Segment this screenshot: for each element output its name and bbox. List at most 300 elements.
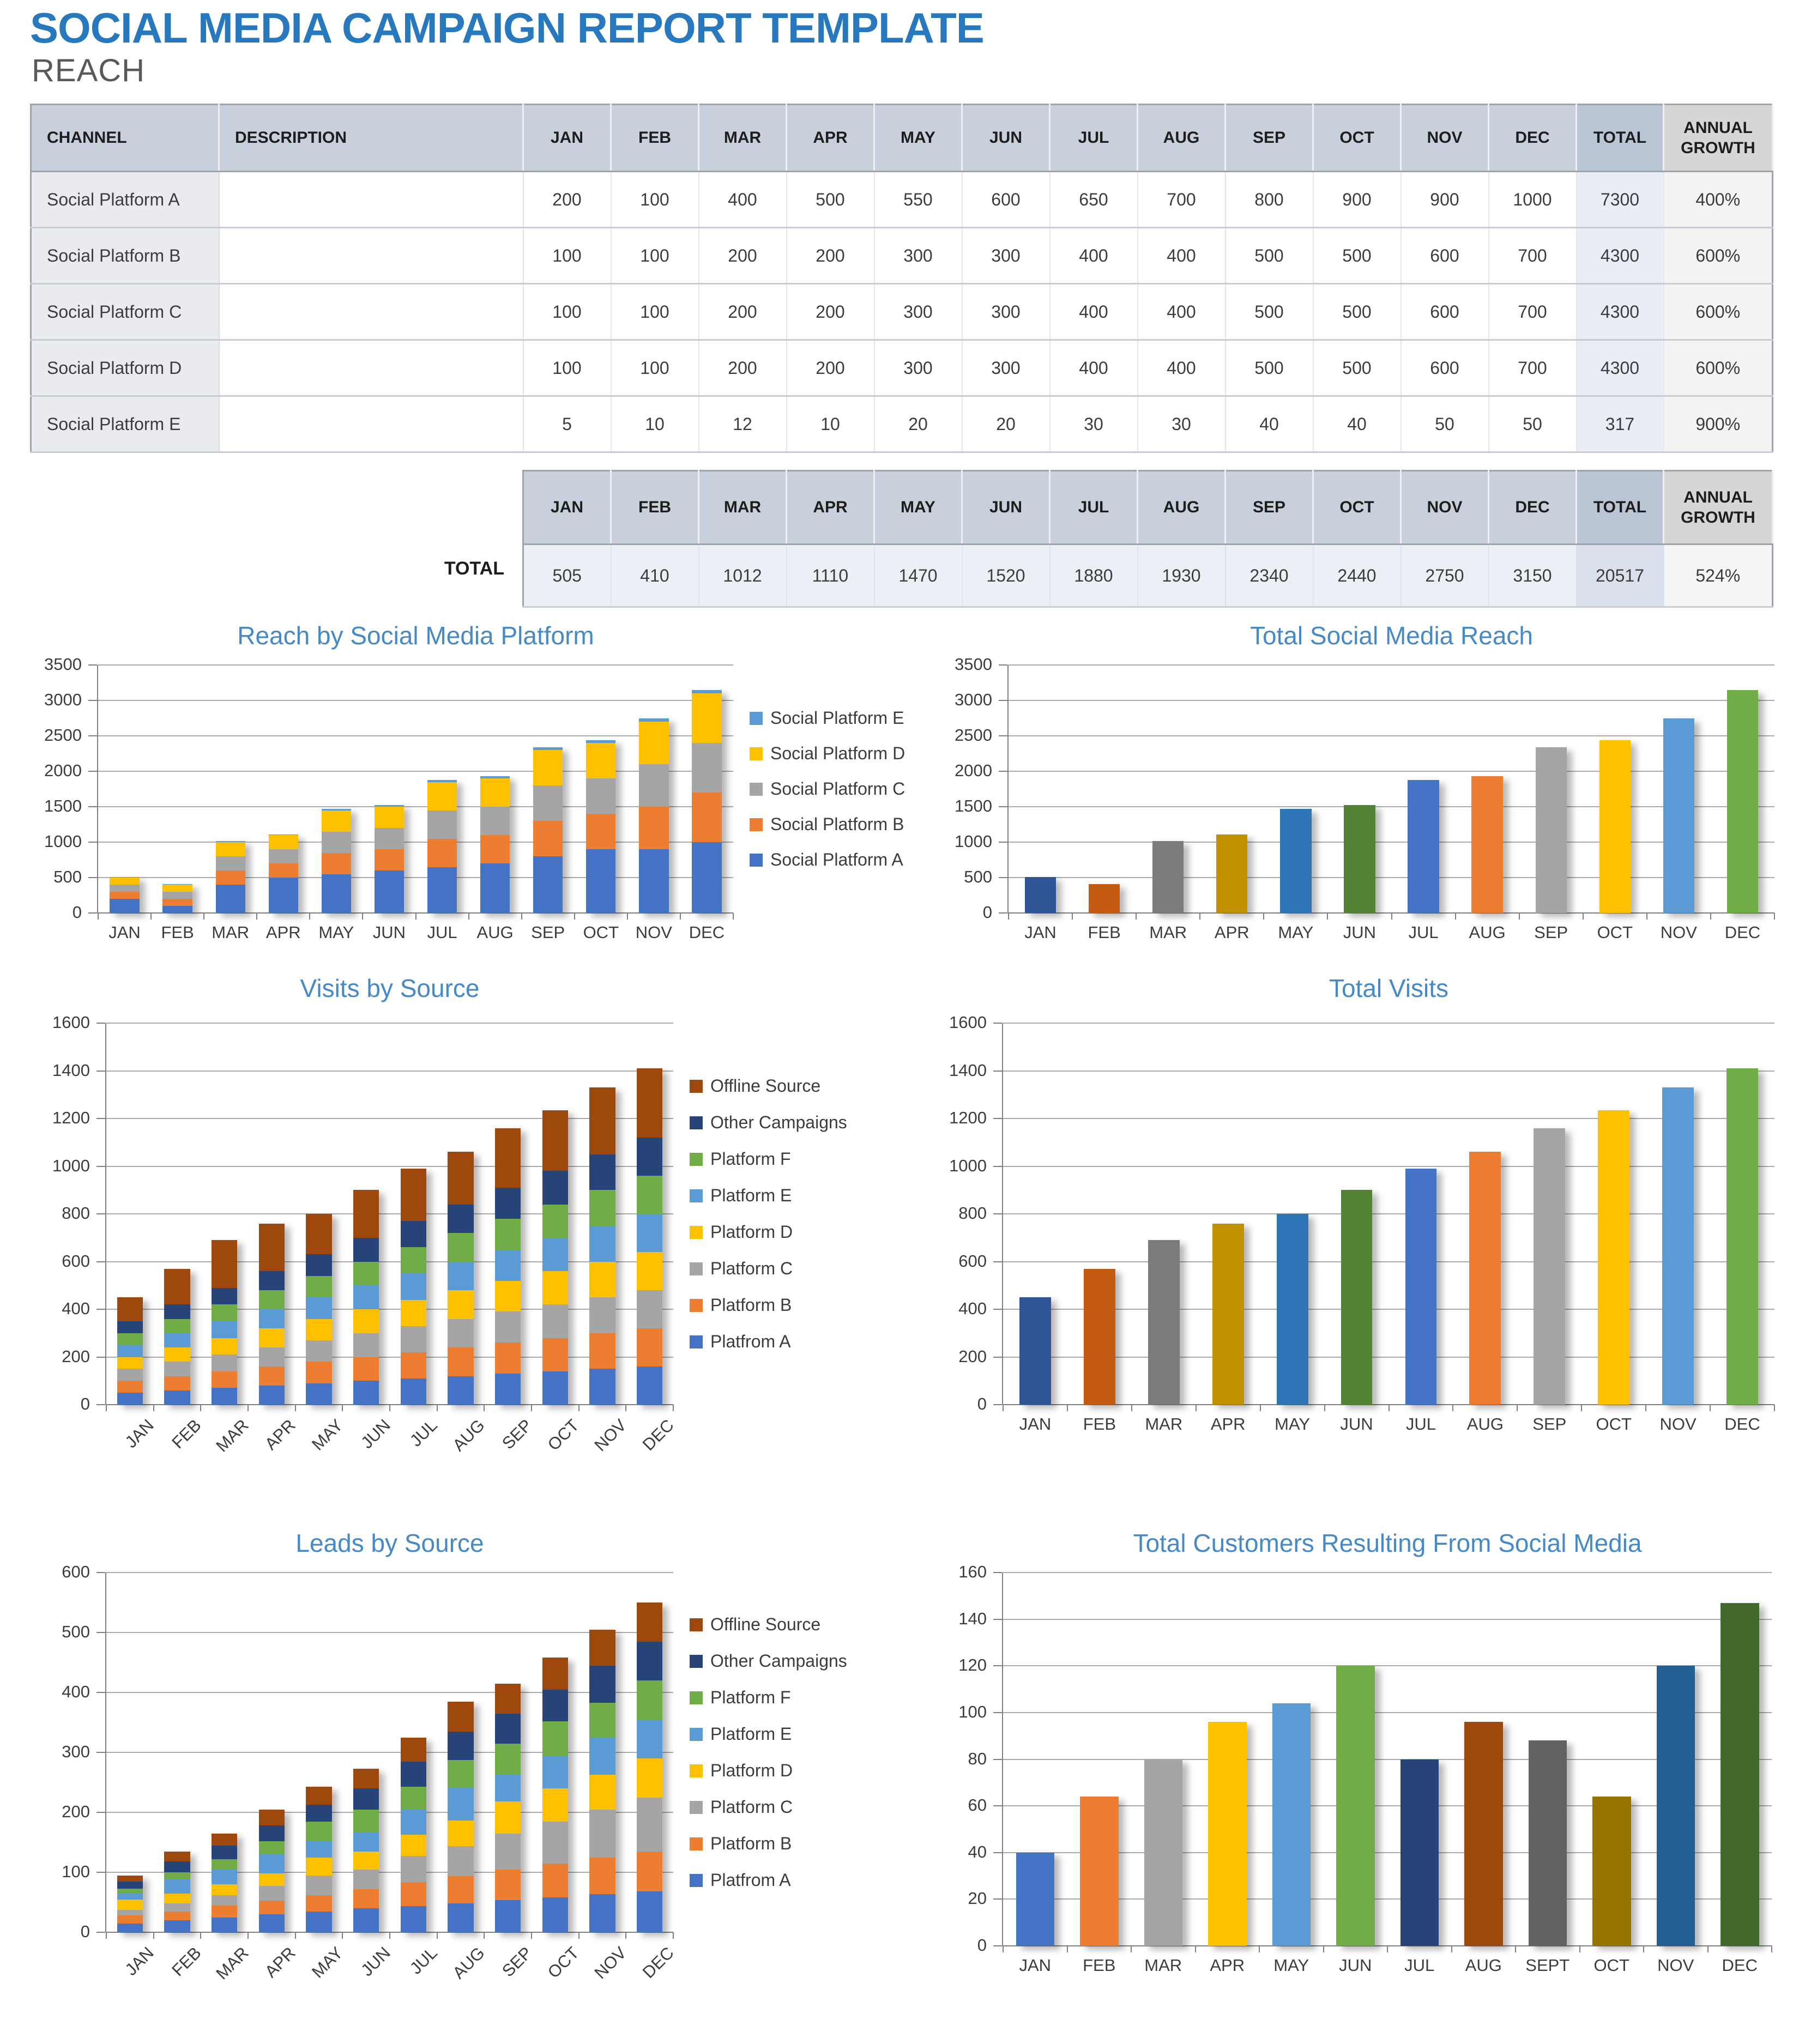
bar-segment (639, 807, 668, 849)
bar-segment (495, 1744, 521, 1775)
x-axis-label: JUN (357, 1943, 394, 1980)
y-tick (993, 1898, 1002, 1900)
x-tick (1774, 1405, 1775, 1411)
x-tick (1583, 913, 1584, 920)
x-axis-label: DEC (1724, 923, 1761, 942)
legend-item (690, 1149, 847, 1169)
bar-segment (448, 1876, 474, 1904)
legend-label: Social Platform B (770, 814, 904, 834)
x-tick (1579, 1946, 1580, 1952)
bar-segment (164, 1376, 190, 1390)
y-axis-label: 500 (964, 867, 992, 886)
bar-segment (164, 1852, 190, 1862)
bar-segment (589, 1666, 615, 1703)
bar (1469, 1152, 1501, 1405)
y-axis-label: 200 (958, 1346, 987, 1366)
column-header: APR (787, 105, 874, 172)
bar-segment (375, 870, 404, 913)
bar-segment (637, 1798, 663, 1852)
table-row: Social Platform C 100 100 200 200 300 300 400 400 500 500 600 700 4300 600% (31, 284, 1773, 340)
bar-segment (164, 1903, 190, 1911)
bar-segment (353, 1333, 379, 1357)
y-axis-label: 1000 (955, 832, 992, 851)
x-axis-label: MAR (1149, 923, 1187, 942)
y-tick (96, 1166, 105, 1167)
bar-segment (117, 1321, 143, 1333)
bar-segment (353, 1889, 379, 1908)
legend-label: Platform B (710, 1295, 792, 1315)
plot-area (44, 655, 733, 942)
x-tick (106, 1405, 107, 1411)
bar-segment (259, 1841, 285, 1854)
y-axis-label: 1400 (949, 1060, 987, 1080)
bar-segment (164, 1347, 190, 1362)
bar-segment (542, 1110, 569, 1171)
y-axis-label: 100 (62, 1862, 90, 1881)
x-tick (247, 1405, 249, 1411)
bar-segment (306, 1787, 332, 1805)
y-axis-label: 0 (80, 1394, 90, 1413)
bar-segment (586, 743, 615, 778)
bar-segment (259, 1386, 285, 1405)
bar-segment (637, 1680, 663, 1720)
bar (495, 1128, 521, 1405)
bar-segment (448, 1903, 474, 1932)
x-axis-label: JUL (1404, 1956, 1435, 1975)
bar (1025, 877, 1056, 913)
x-tick (1131, 1405, 1132, 1411)
bar (1016, 1853, 1055, 1946)
x-axis-label: APR (261, 1416, 300, 1454)
bar-segment (353, 1285, 379, 1309)
gridline (98, 806, 733, 807)
bar (1212, 1224, 1244, 1405)
x-axis-label: SEPT (1525, 1956, 1570, 1975)
bar-segment (269, 863, 298, 878)
bar (212, 1240, 238, 1405)
bar-segment (586, 849, 615, 913)
y-axis-label: 60 (968, 1795, 987, 1815)
legend-label: Platform B (710, 1834, 792, 1853)
bar-segment (639, 718, 668, 722)
x-axis-label: JUL (406, 1943, 442, 1978)
bar-segment (117, 1357, 143, 1369)
legend-swatch-icon (690, 1189, 703, 1202)
x-axis-label: OCT (583, 923, 619, 942)
x-tick (531, 1932, 532, 1939)
gridline (98, 771, 733, 772)
bar (269, 834, 298, 913)
bar-segment (637, 1366, 663, 1405)
y-axis-label: 400 (62, 1682, 90, 1701)
bar-segment (533, 747, 563, 750)
x-tick (1323, 1946, 1324, 1952)
gridline (1003, 1166, 1774, 1167)
column-header: MAR (699, 105, 787, 172)
column-header: ANNUAL GROWTH (1664, 105, 1773, 172)
table-row: Social Platform A 200 100 400 500 550 600 650 700 800 900 900 1000 7300 400% (31, 172, 1773, 228)
y-axis-label: 100 (958, 1702, 987, 1721)
x-tick (1517, 1405, 1518, 1411)
bar-segment (448, 1732, 474, 1761)
y-tick (96, 1872, 105, 1873)
bar (1019, 1297, 1051, 1405)
x-axis-label: NOV (1657, 1956, 1694, 1975)
bar-segment (401, 1300, 427, 1326)
bar-segment (306, 1822, 332, 1841)
bar-segment (542, 1304, 569, 1338)
gridline (106, 1023, 673, 1024)
bar (353, 1190, 379, 1405)
x-axis-label: NOV (590, 1943, 630, 1983)
x-tick (98, 913, 99, 920)
column-header: AUG (1138, 105, 1226, 172)
page-title: SOCIAL MEDIA CAMPAIGN REPORT TEMPLATE (30, 4, 984, 52)
legend-item (690, 1222, 847, 1242)
column-header: DESCRIPTION (219, 105, 523, 172)
legend-label: Platform E (710, 1186, 792, 1205)
bar-segment (639, 722, 668, 764)
legend-label: Social Platform A (770, 850, 903, 869)
reach-table-header (31, 105, 1773, 172)
bar-segment (448, 1290, 474, 1319)
x-tick (342, 1405, 343, 1411)
bar-segment (306, 1319, 332, 1340)
x-tick (1199, 913, 1200, 920)
legend-label: Offline Source (710, 1076, 821, 1096)
bar-segment (117, 1882, 143, 1889)
bar-segment (353, 1908, 379, 1932)
chart-visits-by-source (30, 966, 909, 1519)
x-axis-label: JUL (1408, 923, 1439, 942)
bar-segment (589, 1087, 615, 1154)
bar-segment (259, 1873, 285, 1886)
totals-table-body (523, 545, 1773, 607)
bar-segment (212, 1870, 238, 1885)
bar (1598, 1110, 1629, 1405)
bar (1336, 1666, 1375, 1946)
bar (1471, 776, 1502, 913)
x-tick (1324, 1405, 1325, 1411)
bar-segment (637, 1720, 663, 1759)
chart-title: Total Customers Resulting From Social Media (1133, 1529, 1642, 1557)
x-tick (200, 1932, 201, 1939)
x-tick (1581, 1405, 1582, 1411)
x-tick (1072, 913, 1073, 920)
legend-item (690, 1761, 847, 1781)
bar-segment (448, 1262, 474, 1291)
bar-segment (117, 1297, 143, 1321)
bar-segment (375, 849, 404, 870)
bar-segment (401, 1906, 427, 1932)
column-header: JUL (1050, 105, 1138, 172)
gridline (106, 1632, 673, 1633)
gridline (106, 1309, 673, 1310)
y-axis-label: 0 (977, 1394, 987, 1413)
column-header: MAR (699, 471, 787, 545)
bar-segment (495, 1775, 521, 1802)
x-tick (625, 1405, 626, 1411)
plot-area (52, 1013, 678, 1456)
bar-segment (542, 1864, 569, 1898)
bar-segment (533, 821, 563, 856)
x-tick (1131, 1946, 1132, 1952)
x-tick (1067, 1946, 1068, 1952)
legend-label: Other Campaigns (710, 1112, 847, 1132)
gridline (1003, 1261, 1774, 1262)
gridline (106, 1166, 673, 1167)
bar-segment (216, 885, 245, 913)
bar (589, 1087, 615, 1405)
bar-segment (586, 778, 615, 814)
bar (216, 841, 245, 913)
x-tick (627, 913, 628, 920)
x-tick (153, 1405, 154, 1411)
x-tick (389, 1932, 390, 1939)
y-tick (96, 1213, 105, 1214)
bar (637, 1602, 663, 1932)
legend-swatch-icon (690, 1080, 703, 1093)
x-tick (578, 1932, 579, 1939)
bar (1152, 841, 1184, 913)
y-axis-line (1007, 665, 1009, 913)
y-axis-label: 1600 (949, 1013, 987, 1032)
legend-item (690, 1614, 847, 1635)
y-tick (999, 842, 1007, 843)
x-tick (1327, 913, 1328, 920)
x-tick (521, 913, 522, 920)
x-tick (1259, 1946, 1260, 1952)
bar-segment (542, 1238, 569, 1271)
bar-segment (269, 835, 298, 849)
bar (1536, 747, 1567, 913)
gridline (1003, 1619, 1772, 1620)
bar-segment (639, 764, 668, 807)
x-axis-label: NOV (590, 1416, 630, 1455)
bar-segment (322, 811, 351, 832)
bar-segment (212, 1321, 238, 1338)
x-tick (1774, 913, 1775, 920)
bar (448, 1702, 474, 1933)
x-tick (1643, 1946, 1644, 1952)
bar-segment (542, 1721, 569, 1756)
gridline (106, 1213, 673, 1214)
bar-segment (586, 740, 615, 743)
x-axis-label: APR (1210, 1414, 1246, 1434)
x-axis-label: MAY (308, 1943, 347, 1982)
chart-legend (690, 1573, 847, 1932)
bar-segment (589, 1226, 615, 1262)
gridline (1009, 700, 1774, 701)
bar-segment (542, 1756, 569, 1788)
y-axis-label: 80 (968, 1749, 987, 1768)
chart-title: Leads by Source (295, 1529, 484, 1557)
bar (1720, 1603, 1759, 1946)
bar-segment (353, 1810, 379, 1833)
gridline (106, 1812, 673, 1813)
bar-segment (589, 1810, 615, 1858)
bar (1599, 740, 1631, 913)
x-axis-label: MAY (1273, 1956, 1309, 1975)
bar-segment (117, 1345, 143, 1357)
bar-segment (269, 878, 298, 913)
x-axis-label: JAN (121, 1943, 158, 1980)
bar-segment (637, 1138, 663, 1176)
x-tick (1451, 1946, 1452, 1952)
x-axis-label: MAY (318, 923, 354, 942)
x-tick (1519, 913, 1520, 920)
bar-segment (259, 1901, 285, 1914)
bar-segment (164, 1390, 190, 1405)
column-header: CHANNEL (31, 105, 219, 172)
x-axis-label: MAR (1144, 1956, 1182, 1975)
bar-segment (480, 863, 510, 913)
bar-segment (495, 1188, 521, 1219)
bar-segment (117, 1876, 143, 1882)
bar-segment (212, 1918, 238, 1933)
gridline (1009, 806, 1774, 807)
bar-segment (495, 1219, 521, 1250)
bar-segment (401, 1273, 427, 1299)
bar-segment (164, 1879, 190, 1893)
bar-segment (216, 856, 245, 870)
y-axis-label: 600 (62, 1251, 90, 1271)
legend-item (690, 1259, 847, 1279)
y-tick (993, 1619, 1002, 1620)
y-axis-label: 1000 (949, 1156, 987, 1175)
x-axis-label: SEP (498, 1943, 536, 1981)
y-axis-label: 40 (968, 1842, 987, 1861)
legend-label: Platform D (710, 1222, 793, 1242)
bar-segment (495, 1128, 521, 1188)
y-tick (999, 700, 1007, 701)
bar-segment (427, 811, 457, 839)
bar-segment (322, 874, 351, 913)
gridline (1009, 735, 1774, 736)
y-axis-label: 20 (968, 1889, 987, 1908)
bar-segment (269, 849, 298, 863)
x-tick (531, 1405, 532, 1411)
bar-segment (495, 1870, 521, 1900)
legend-item (690, 1186, 847, 1206)
y-tick (999, 912, 1007, 914)
bar-segment (589, 1154, 615, 1190)
bar (401, 1738, 427, 1933)
legend-swatch-icon (690, 1874, 703, 1887)
bar-segment (306, 1841, 332, 1858)
bar (1408, 780, 1439, 913)
x-tick (1771, 1946, 1772, 1952)
x-axis-label: JUL (1405, 1414, 1436, 1434)
bar-segment (589, 1190, 615, 1226)
bar (495, 1684, 521, 1933)
x-tick (625, 1932, 626, 1939)
y-axis-label: 1500 (44, 796, 82, 815)
bar (1280, 809, 1311, 913)
bar-segment (353, 1309, 379, 1333)
y-axis-label: 120 (958, 1655, 987, 1675)
gridline (1003, 1213, 1774, 1214)
x-tick (1452, 1405, 1453, 1411)
x-tick (437, 1405, 438, 1411)
y-axis-label: 200 (62, 1802, 90, 1821)
bar (1080, 1797, 1119, 1946)
x-tick (680, 913, 681, 920)
bar-segment (692, 793, 721, 842)
bar (1592, 1797, 1631, 1946)
x-axis-label: JUL (427, 923, 457, 942)
x-tick (1136, 913, 1137, 920)
chart-reach-by-social-media-platform (30, 613, 905, 967)
x-axis-label: SEP (1532, 1414, 1567, 1434)
totals-row: 505 410 1012 1110 1470 1520 1880 1930 2340 2440 2750 3150 20517 524% (523, 545, 1773, 607)
y-axis-line (1002, 1023, 1003, 1405)
bar-segment (259, 1886, 285, 1900)
y-tick (999, 771, 1007, 772)
bar-segment (401, 1378, 427, 1405)
y-tick (96, 1572, 105, 1573)
y-tick (88, 842, 97, 843)
bar (1529, 1740, 1567, 1946)
x-axis-label: FEB (168, 1943, 205, 1980)
bar (375, 805, 404, 913)
x-axis-label: FEB (1083, 1414, 1116, 1434)
bar-segment (259, 1810, 285, 1826)
x-axis-label: APR (261, 1943, 300, 1981)
x-tick (437, 1932, 438, 1939)
legend-item (690, 1651, 847, 1671)
x-axis-label: JUN (1340, 1414, 1373, 1434)
bar (117, 1876, 143, 1933)
bar-segment (216, 842, 245, 856)
column-header: JUN (962, 471, 1050, 545)
legend-swatch-icon (750, 783, 763, 796)
x-axis-label: MAY (1275, 1414, 1311, 1434)
bar-segment (216, 870, 245, 885)
bar-segment (164, 1304, 190, 1319)
gridline (106, 1872, 673, 1873)
bar-segment (306, 1214, 332, 1254)
bar (162, 884, 192, 913)
bar-segment (110, 892, 139, 899)
x-axis-label: DEC (638, 1416, 678, 1455)
x-axis-label: DEC (1722, 1956, 1758, 1975)
x-axis-label: SEP (531, 923, 565, 942)
bar-segment (589, 1630, 615, 1666)
bar-segment (212, 1884, 238, 1895)
y-axis-label: 0 (80, 1922, 90, 1941)
gridline (1009, 664, 1774, 666)
totals-table-header (523, 471, 1773, 545)
bar-segment (637, 1758, 663, 1798)
legend-swatch-icon (750, 818, 763, 831)
x-axis-label: NOV (635, 923, 672, 942)
x-tick (309, 913, 310, 920)
x-axis-label: JUN (1339, 1956, 1372, 1975)
y-axis-label: 1000 (44, 832, 82, 851)
x-axis-label: OCT (544, 1416, 583, 1455)
column-header: AUG (1138, 471, 1226, 545)
y-axis-line (105, 1573, 106, 1932)
x-axis-label: AUG (449, 1416, 488, 1455)
column-header: FEB (611, 471, 699, 545)
bar-segment (306, 1895, 332, 1912)
bar-segment (589, 1775, 615, 1810)
x-tick (1710, 913, 1711, 920)
x-tick (1195, 1946, 1196, 1952)
bar (427, 780, 457, 913)
bar-segment (212, 1834, 238, 1846)
